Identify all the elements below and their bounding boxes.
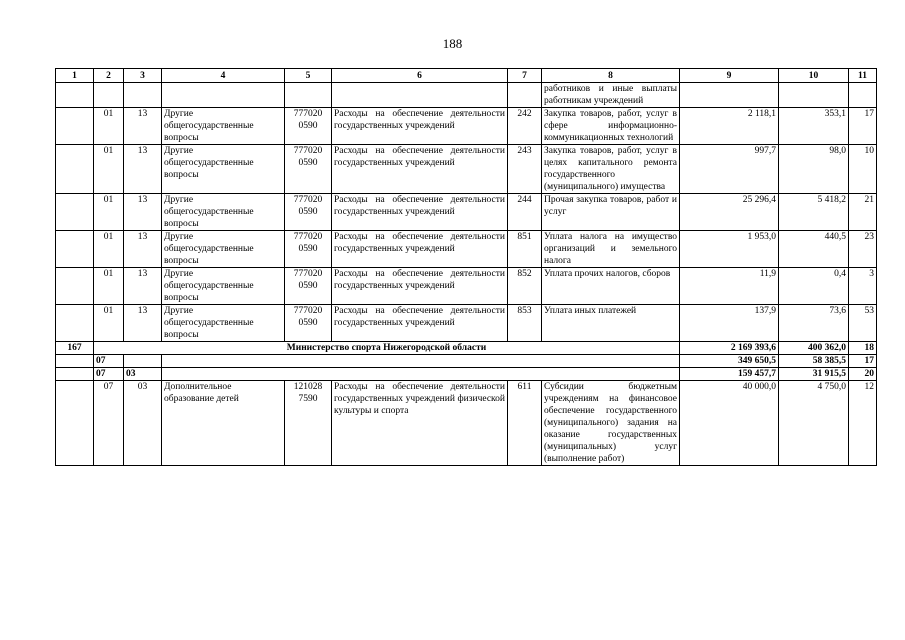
cell-expense-name: Закупка товаров, работ, услуг в целях капитального ремонта государственного (муниципального) имущества bbox=[542, 145, 680, 194]
cell-expense-type: 851 bbox=[508, 231, 542, 268]
cell-article-name: Расходы на обеспечение деятельности государственных учреждений физической культуры и спорта bbox=[332, 381, 508, 466]
cell-executed: 353,1 bbox=[779, 108, 849, 145]
cell-expense-type: 852 bbox=[508, 268, 542, 305]
cell-code bbox=[56, 108, 94, 145]
column-header: 5 bbox=[285, 69, 332, 83]
cell-executed bbox=[779, 83, 849, 108]
cell-article-name: Расходы на обеспечение деятельности государственных учреждений bbox=[332, 194, 508, 231]
cell-section: 01 bbox=[94, 108, 124, 145]
table-row bbox=[56, 145, 877, 194]
empty-cell bbox=[162, 355, 680, 368]
ministry-title: Министерство спорта Нижегородской области bbox=[94, 342, 680, 355]
cell-subsection bbox=[124, 83, 162, 108]
cell-subsection-name: Другие общегосударственные вопросы bbox=[162, 194, 285, 231]
cell-code bbox=[56, 194, 94, 231]
cell-amount: 11,9 bbox=[680, 268, 779, 305]
cell-executed: 73,6 bbox=[779, 305, 849, 342]
column-header: 2 bbox=[94, 69, 124, 83]
cell-percent bbox=[849, 83, 877, 108]
cell-percent: 17 bbox=[849, 108, 877, 145]
cell-subsection-name: Другие общегосударственные вопросы bbox=[162, 231, 285, 268]
cell-executed: 98,0 bbox=[779, 145, 849, 194]
cell-expense-name: Прочая закупка товаров, работ и услуг bbox=[542, 194, 680, 231]
cell-target-article: 777020 0590 bbox=[285, 145, 332, 194]
cell-executed: 400 362,0 bbox=[779, 342, 849, 355]
cell-expense-type bbox=[508, 83, 542, 108]
cell-expense-type: 853 bbox=[508, 305, 542, 342]
ministry-row bbox=[56, 342, 877, 355]
cell-amount: 40 000,0 bbox=[680, 381, 779, 466]
column-header: 11 bbox=[849, 69, 877, 83]
cell-expense-type: 244 bbox=[508, 194, 542, 231]
column-header: 6 bbox=[332, 69, 508, 83]
cell-executed: 4 750,0 bbox=[779, 381, 849, 466]
cell-code bbox=[56, 145, 94, 194]
cell-expense-name: Субсидии бюджетным учреждениям на финансовое обеспечение государственного (муниципального) задания на оказание государственных (муниципальных) услуг (выполнение работ) bbox=[542, 381, 680, 466]
cell-executed: 58 385,5 bbox=[779, 355, 849, 368]
cell-amount: 137,9 bbox=[680, 305, 779, 342]
cell-expense-type: 243 bbox=[508, 145, 542, 194]
cell-subsection: 13 bbox=[124, 145, 162, 194]
cell-subsection: 13 bbox=[124, 268, 162, 305]
cell-percent: 17 bbox=[849, 355, 877, 368]
cell-subsection: 13 bbox=[124, 305, 162, 342]
cell-target-article: 121028 7590 bbox=[285, 381, 332, 466]
cell-amount bbox=[680, 83, 779, 108]
cell-subsection bbox=[124, 355, 162, 368]
cell-subsection: 03 bbox=[124, 368, 162, 381]
subtotal-row bbox=[56, 355, 877, 368]
cell-percent: 20 bbox=[849, 368, 877, 381]
cell-subsection-name: Другие общегосударственные вопросы bbox=[162, 145, 285, 194]
cell-code bbox=[56, 381, 94, 466]
cell-percent: 10 bbox=[849, 145, 877, 194]
cell-amount: 349 650,5 bbox=[680, 355, 779, 368]
cell-subsection: 13 bbox=[124, 108, 162, 145]
cell-section: 01 bbox=[94, 231, 124, 268]
cell-subsection-name: Другие общегосударственные вопросы bbox=[162, 268, 285, 305]
cell-code bbox=[56, 268, 94, 305]
table-row bbox=[56, 83, 877, 108]
column-header: 10 bbox=[779, 69, 849, 83]
cell-subsection-name bbox=[162, 83, 285, 108]
cell-section: 01 bbox=[94, 305, 124, 342]
cell-expense-type: 611 bbox=[508, 381, 542, 466]
cell-code bbox=[56, 305, 94, 342]
cell-section: 07 bbox=[94, 368, 124, 381]
cell-subsection-name: Другие общегосударственные вопросы bbox=[162, 108, 285, 145]
cell-section: 01 bbox=[94, 145, 124, 194]
cell-code bbox=[56, 368, 94, 381]
page-number: 188 bbox=[442, 36, 463, 51]
cell-executed: 5 418,2 bbox=[779, 194, 849, 231]
cell-subsection: 13 bbox=[124, 194, 162, 231]
cell-percent: 21 bbox=[849, 194, 877, 231]
cell-article-name: Расходы на обеспечение деятельности государственных учреждений bbox=[332, 268, 508, 305]
column-header: 3 bbox=[124, 69, 162, 83]
cell-code: 167 bbox=[56, 342, 94, 355]
cell-amount: 1 953,0 bbox=[680, 231, 779, 268]
cell-section: 07 bbox=[94, 355, 124, 368]
cell-article-name: Расходы на обеспечение деятельности государственных учреждений bbox=[332, 108, 508, 145]
cell-amount: 2 118,1 bbox=[680, 108, 779, 145]
cell-percent: 3 bbox=[849, 268, 877, 305]
empty-cell bbox=[162, 368, 680, 381]
cell-code bbox=[56, 355, 94, 368]
budget-table bbox=[55, 68, 877, 466]
cell-percent: 18 bbox=[849, 342, 877, 355]
table-row bbox=[56, 194, 877, 231]
cell-expense-name: Уплата налога на имущество организаций и земельного налога bbox=[542, 231, 680, 268]
cell-subsection: 13 bbox=[124, 231, 162, 268]
column-header: 7 bbox=[508, 69, 542, 83]
cell-subsection-name: Дополнительное образование детей bbox=[162, 381, 285, 466]
cell-target-article: 777020 0590 bbox=[285, 305, 332, 342]
cell-article-name bbox=[332, 83, 508, 108]
header-row bbox=[56, 69, 877, 83]
cell-expense-type: 242 bbox=[508, 108, 542, 145]
cell-amount: 2 169 393,6 bbox=[680, 342, 779, 355]
cell-section bbox=[94, 83, 124, 108]
cell-amount: 997,7 bbox=[680, 145, 779, 194]
column-header: 4 bbox=[162, 69, 285, 83]
column-header: 8 bbox=[542, 69, 680, 83]
cell-expense-name: работников и иные выплаты работникам учреждений bbox=[542, 83, 680, 108]
cell-section: 07 bbox=[94, 381, 124, 466]
cell-amount: 159 457,7 bbox=[680, 368, 779, 381]
cell-code bbox=[56, 231, 94, 268]
table-row bbox=[56, 268, 877, 305]
table-row bbox=[56, 231, 877, 268]
column-header: 9 bbox=[680, 69, 779, 83]
cell-subsection-name: Другие общегосударственные вопросы bbox=[162, 305, 285, 342]
table-row bbox=[56, 108, 877, 145]
cell-percent: 23 bbox=[849, 231, 877, 268]
cell-article-name: Расходы на обеспечение деятельности государственных учреждений bbox=[332, 145, 508, 194]
cell-target-article bbox=[285, 83, 332, 108]
table-row bbox=[56, 305, 877, 342]
cell-code bbox=[56, 83, 94, 108]
cell-percent: 12 bbox=[849, 381, 877, 466]
cell-subsection: 03 bbox=[124, 381, 162, 466]
cell-amount: 25 296,4 bbox=[680, 194, 779, 231]
cell-article-name: Расходы на обеспечение деятельности государственных учреждений bbox=[332, 231, 508, 268]
cell-percent: 53 bbox=[849, 305, 877, 342]
column-header: 1 bbox=[56, 69, 94, 83]
cell-section: 01 bbox=[94, 194, 124, 231]
cell-target-article: 777020 0590 bbox=[285, 231, 332, 268]
cell-target-article: 777020 0590 bbox=[285, 268, 332, 305]
cell-target-article: 777020 0590 bbox=[285, 108, 332, 145]
cell-target-article: 777020 0590 bbox=[285, 194, 332, 231]
cell-executed: 0,4 bbox=[779, 268, 849, 305]
cell-expense-name: Закупка товаров, работ, услуг в сфере информационно-коммуникационных технологий bbox=[542, 108, 680, 145]
subtotal-row bbox=[56, 368, 877, 381]
cell-expense-name: Уплата прочих налогов, сборов bbox=[542, 268, 680, 305]
cell-executed: 31 915,5 bbox=[779, 368, 849, 381]
cell-article-name: Расходы на обеспечение деятельности государственных учреждений bbox=[332, 305, 508, 342]
table-row bbox=[56, 381, 877, 466]
cell-section: 01 bbox=[94, 268, 124, 305]
table-body bbox=[56, 83, 877, 466]
cell-executed: 440,5 bbox=[779, 231, 849, 268]
cell-expense-name: Уплата иных платежей bbox=[542, 305, 680, 342]
